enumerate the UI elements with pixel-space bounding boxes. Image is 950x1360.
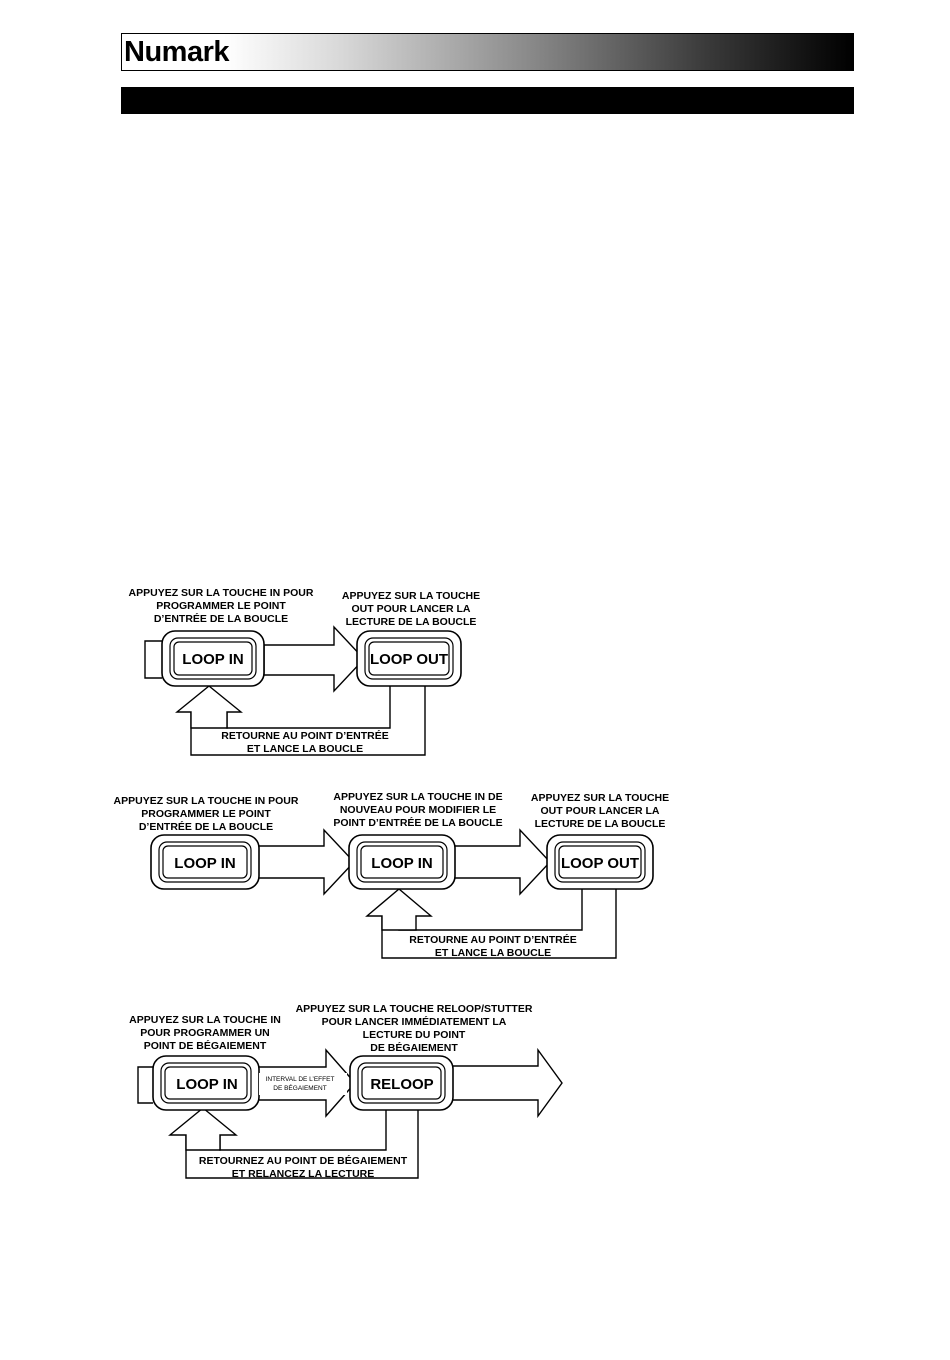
caption-line: POINT DE BÉGAIEMENT (143, 1040, 267, 1052)
caption-line: APPUYEZ SUR LA TOUCHE (530, 792, 670, 804)
return-arrow (177, 686, 241, 728)
caption-line: D’ENTRÉE DE LA BOUCLE (138, 821, 274, 833)
caption-line: POUR LANCER IMMÉDIATEMENT LA (321, 1016, 507, 1028)
caption-line: POINT D’ENTRÉE DE LA BOUCLE (333, 817, 503, 829)
return-line-inner (399, 888, 582, 930)
caption-line: LECTURE DE LA BOUCLE (345, 616, 477, 628)
caption-line: NOUVEAU POUR MODIFIER LE (339, 804, 497, 816)
loop-in-label: LOOP IN (182, 651, 244, 668)
interval-label: DE BÉGAIEMENT (273, 1085, 327, 1092)
caption-loop-in-1 (114, 795, 299, 833)
reloop-button[interactable] (350, 1056, 453, 1110)
caption-line: OUT POUR LANCER LA (540, 805, 660, 817)
return-line-inner (220, 1109, 386, 1150)
loop-out-label: LOOP OUT (560, 855, 640, 872)
numark-logo: Numark (124, 36, 229, 68)
diagram-modify-loop (114, 791, 670, 959)
diagram-stutter (129, 1003, 562, 1180)
loop-out-button[interactable] (547, 835, 653, 889)
forward-arrow-2 (452, 1050, 562, 1116)
caption-loop-in-2 (333, 791, 502, 829)
input-line (138, 1067, 153, 1103)
caption-line: POUR PROGRAMMER UN (140, 1027, 270, 1039)
caption-loop-out (342, 590, 480, 628)
forward-arrow-1 (258, 830, 354, 894)
caption-line: APPUYEZ SUR LA TOUCHE (341, 590, 481, 602)
return-caption: ET LANCE LA BOUCLE (246, 743, 364, 755)
loop-in-button-2[interactable] (349, 835, 455, 889)
loop-in-label: LOOP IN (176, 1076, 238, 1093)
loop-out-label: LOOP OUT (369, 651, 449, 668)
return-caption: RETOURNE AU POINT D’ENTRÉE (409, 934, 577, 946)
reloop-label: RELOOP (370, 1076, 434, 1093)
return-caption: RETOURNEZ AU POINT DE BÉGAIEMENT (198, 1155, 408, 1167)
caption-loop-in (129, 587, 314, 625)
caption-line: APPUYEZ SUR LA TOUCHE IN (129, 1014, 281, 1026)
loop-in-label: LOOP IN (174, 855, 236, 872)
loop-in-button-1[interactable] (151, 835, 259, 889)
interval-label: INTERVAL DE L’EFFET (265, 1076, 335, 1083)
caption-line: PROGRAMMER LE POINT (156, 600, 286, 612)
return-line-inner (227, 686, 390, 728)
caption-line: LECTURE DU POINT (362, 1029, 466, 1041)
caption-line: APPUYEZ SUR LA TOUCHE IN POUR (128, 587, 314, 599)
loop-in-button[interactable] (162, 631, 264, 686)
caption-line: LECTURE DE LA BOUCLE (534, 818, 666, 830)
return-caption: ET RELANCEZ LA LECTURE (231, 1168, 375, 1180)
caption-line: PROGRAMMER LE POINT (141, 808, 271, 820)
return-arrow (367, 889, 431, 930)
caption-line: APPUYEZ SUR LA TOUCHE RELOOP/STUTTER (295, 1003, 533, 1015)
input-line (145, 641, 162, 678)
caption-line: DE BÉGAIEMENT (370, 1042, 458, 1054)
caption-reloop (296, 1003, 533, 1054)
loop-out-button[interactable] (357, 631, 461, 686)
caption-line: D’ENTRÉE DE LA BOUCLE (153, 613, 289, 625)
caption-loop-in (129, 1014, 281, 1052)
loop-in-button[interactable] (153, 1056, 259, 1110)
caption-loop-out (531, 792, 669, 830)
return-arrow (170, 1108, 236, 1150)
forward-arrow (264, 627, 364, 691)
loop-in-label: LOOP IN (371, 855, 433, 872)
caption-line: APPUYEZ SUR LA TOUCHE IN DE (333, 791, 503, 803)
return-caption: RETOURNE AU POINT D’ENTRÉE (221, 730, 389, 742)
forward-arrow-2 (454, 830, 550, 894)
return-caption: ET LANCE LA BOUCLE (434, 947, 552, 959)
diagram-basic-loop (129, 587, 481, 755)
caption-line: APPUYEZ SUR LA TOUCHE IN POUR (113, 795, 299, 807)
caption-line: OUT POUR LANCER LA (351, 603, 471, 615)
